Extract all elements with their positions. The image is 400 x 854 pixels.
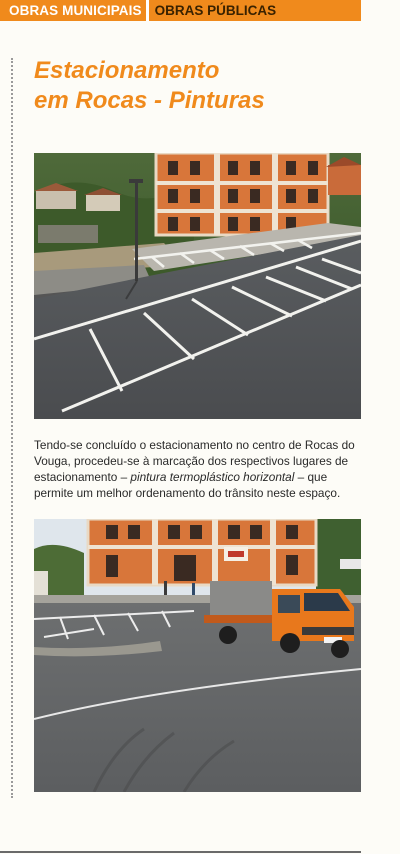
article-body (34, 437, 364, 501)
body-part-1: Tendo-se concluído o estacionamento no centro de Rocas do Vouga, procedeu-se à marcação dos respectivos lugares de estacionamento – (34, 438, 355, 484)
body-part-2: – que permite um melhor ordenamento do trânsito neste espaço. (34, 470, 341, 500)
marking-truck-illustration (34, 519, 361, 792)
parking-lot-illustration (34, 153, 361, 419)
body-emphasis: pintura termoplástico horizontal (130, 470, 295, 484)
article-title (34, 56, 364, 116)
section-header-bar (0, 0, 361, 21)
title-line-1: Estacionamento (34, 57, 220, 84)
title-line-2: em Rocas - Pinturas (34, 87, 265, 114)
category-label: OBRAS PÚBLICAS (154, 3, 277, 18)
marking-truck-photo (34, 519, 361, 792)
dotted-margin-rule (11, 58, 13, 798)
bottom-rule (0, 851, 361, 853)
parking-lot-photo (34, 153, 361, 419)
section-label: OBRAS MUNICIPAIS (9, 3, 142, 18)
